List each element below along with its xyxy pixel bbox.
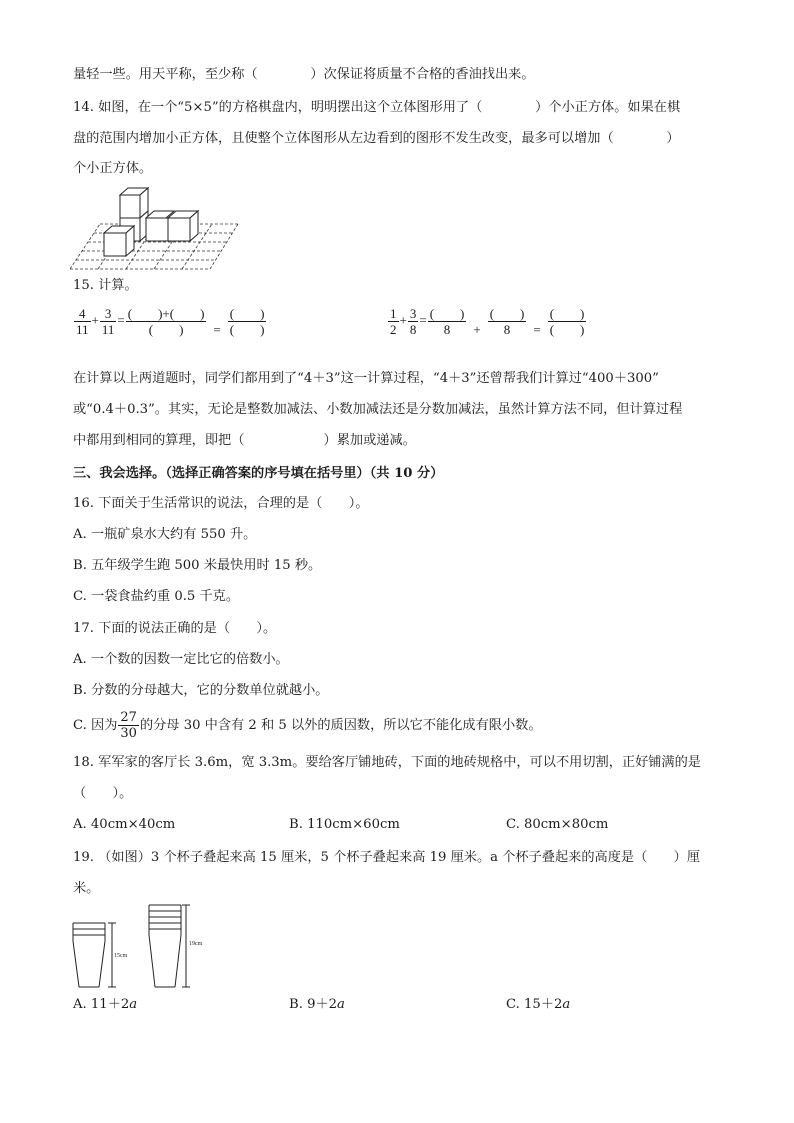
- fraction: $\frac{( )}{8}$: [429, 306, 465, 337]
- cube-figure: [70, 183, 240, 273]
- q15-paragraph-line2: 或“0.4＋0.3”。其实，无论是整数加减法、小数加减法还是分数加减法，虽然计算方法不同，但计算过程: [73, 402, 683, 417]
- section-heading: 三、我会选择。（选择正确答案的序号填在括号里）（共 10 分）: [73, 466, 444, 481]
- fraction: $\frac{3}{11}$: [101, 306, 115, 337]
- q16-option-c: C. 一袋食盐约重 0.5 千克。: [73, 589, 240, 604]
- fraction: $\frac{( )}{( )}$: [229, 306, 265, 337]
- q16-option-a: A. 一瓶矿泉水大约有 550 升。: [73, 527, 257, 542]
- q19-line1: 19. （如图）3 个杯子叠起来高 15 厘米，5 个杯子叠起来高 19 厘米。a 个杯子叠起来的高度是（ ）厘: [73, 850, 701, 865]
- q16-option-b: B. 五年级学生跑 500 米最快用时 15 秒。: [73, 558, 322, 573]
- cups-label-small: 15cm: [114, 953, 128, 959]
- fraction: $\frac{( )+( )}{( )}$: [127, 306, 205, 337]
- q17-option-c: C. 因为 $\frac{27}{30}$ 的分母 30 中含有 2 和 5 以外的质因数，所以它不能化成有限小数。: [73, 710, 542, 741]
- q15-paragraph-line1: 在计算以上两道题时，同学们都用到了“4＋3”这一计算过程，“4＋3”还曾帮我们计算过“400＋300”: [73, 371, 659, 386]
- fraction: $\frac{3}{8}$: [409, 306, 417, 337]
- q17-option-a: A. 一个数的因数一定比它的倍数小。: [73, 652, 289, 667]
- q18-option-c: C. 80cm×80cm: [506, 817, 609, 832]
- fraction: $\frac{27}{30}$: [120, 710, 137, 741]
- cups-figure: [70, 903, 220, 989]
- q15-expression-1: $\frac{4}{11}$ + $\frac{3}{11}$ = $\frac{( )+( )}{( )}$ = $\frac{( )}{( )}$: [76, 306, 265, 338]
- fraction: $\frac{4}{11}$: [76, 306, 89, 337]
- q19-line2: 米。: [73, 881, 100, 896]
- q18-line1: 18. 军军家的客厅长 3.6m，宽 3.3m。要给客厅铺地砖，下面的地砖规格中，可以不用切割，正好铺满的是: [73, 755, 701, 770]
- q18-option-a: A. 40cm×40cm: [73, 817, 176, 832]
- fraction: $\frac{( )}{( )}$: [549, 306, 585, 337]
- continuation-text: 量轻一些。用天平称，至少称（ ）次保证将质量不合格的香油找出来。: [73, 67, 535, 82]
- q19-option-b: B. 9＋2a: [289, 997, 345, 1012]
- q18-option-b: B. 110cm×60cm: [289, 817, 400, 832]
- q15-title: 15. 计算。: [73, 278, 138, 293]
- q17-option-b: B. 分数的分母越大，它的分数单位就越小。: [73, 683, 329, 698]
- q14-line3: 个小正方体。: [73, 161, 153, 176]
- q18-line2: （ ）。: [73, 786, 133, 801]
- fraction: $\frac{1}{2}$: [390, 306, 397, 337]
- q16-stem: 16. 下面关于生活常识的说法，合理的是（ ）。: [73, 496, 369, 511]
- q14-line2: 盘的范围内增加小正方体，且使整个立体图形从左边看到的图形不发生改变，最多可以增加（ ）: [73, 131, 680, 146]
- q19-option-c: C. 15＋2a: [506, 997, 571, 1012]
- q19-option-a: A. 11＋2a: [73, 997, 138, 1012]
- q17-stem: 17. 下面的说法正确的是（ ）。: [73, 621, 277, 636]
- fraction: $\frac{( )}{8}$: [489, 306, 525, 337]
- cups-label-large: 19cm: [189, 941, 203, 947]
- q14-line1: 14. 如图，在一个“5×5”的方格棋盘内，明明摆出这个立体图形用了（ ）个小正方体。如果在棋: [73, 100, 681, 115]
- q15-paragraph-line3: 中都用到相同的算理，即把（ ）累加或递减。: [73, 433, 416, 448]
- q15-expression-2: $\frac{1}{2}$ + $\frac{3}{8}$ = $\frac{( )}{8}$ + $\frac{( )}{8}$ = $\frac{( )}{( )}$: [390, 306, 585, 338]
